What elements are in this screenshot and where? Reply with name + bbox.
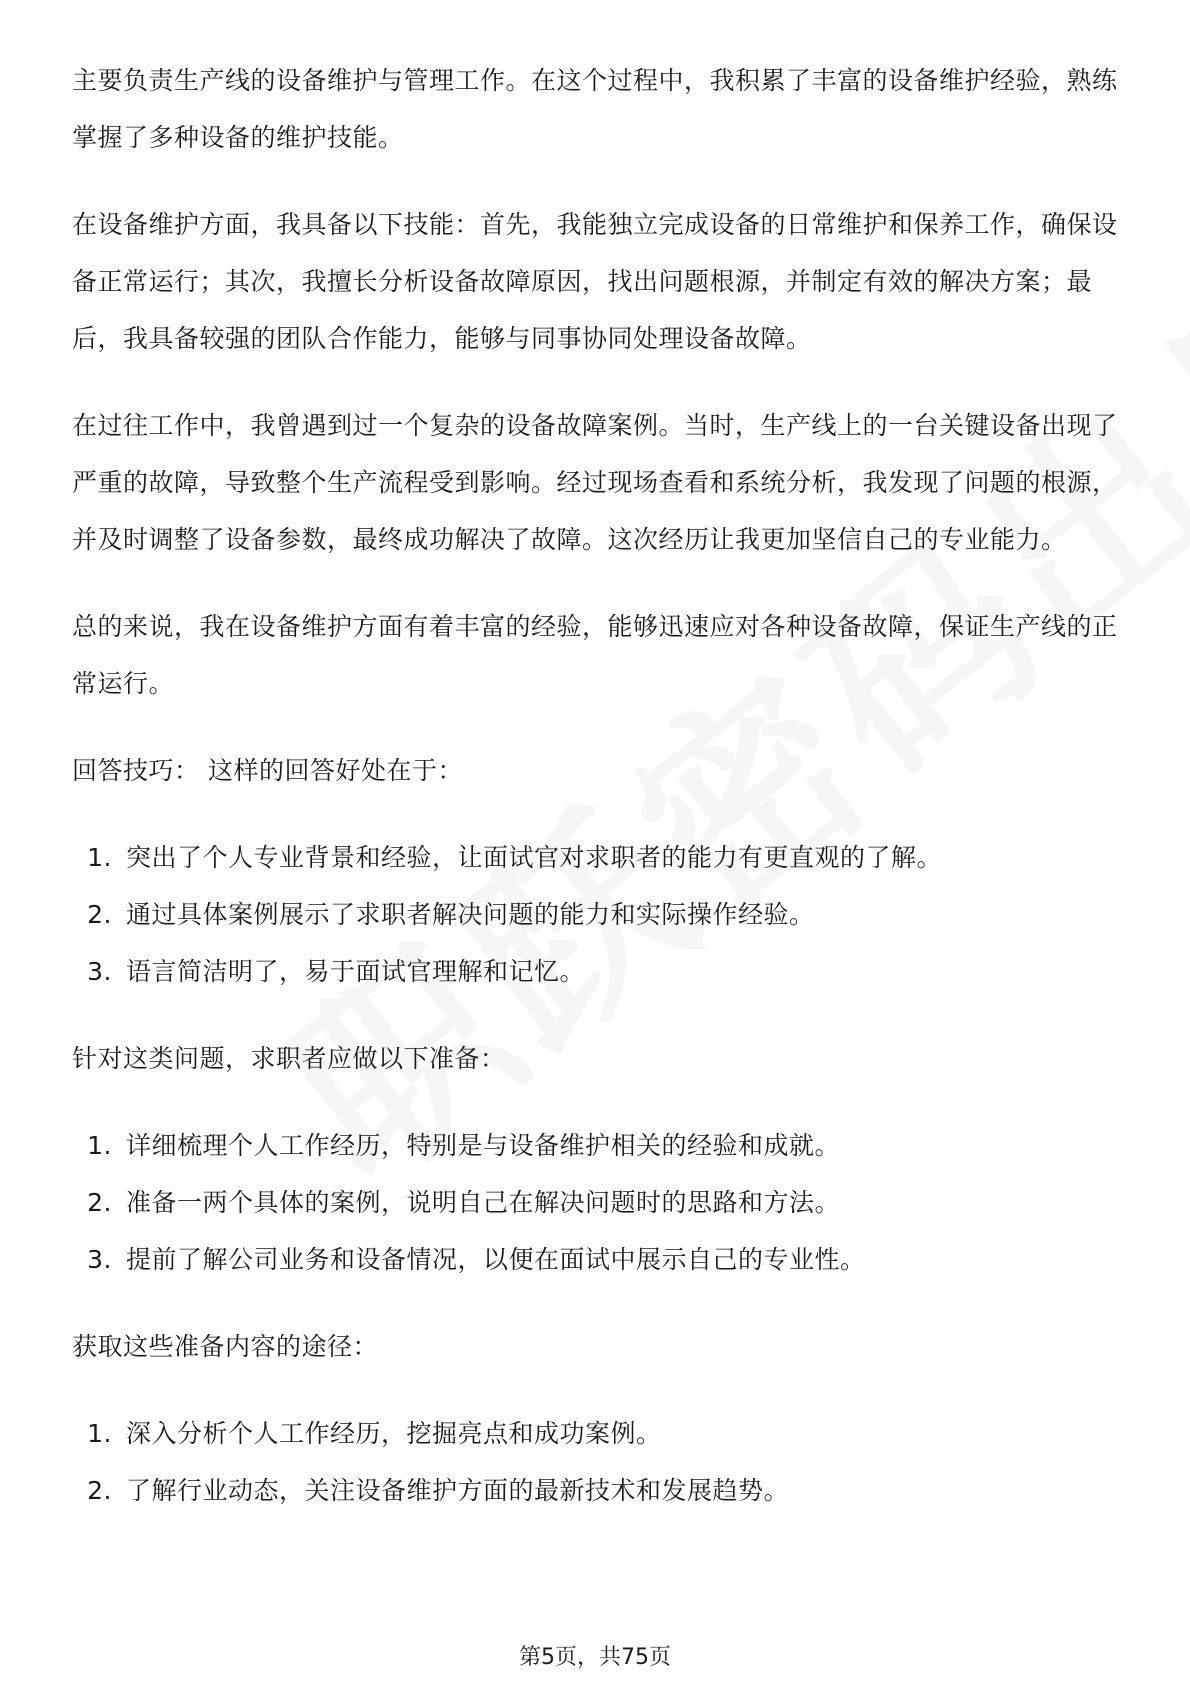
list-text: 提前了解公司业务和设备情况，以便在面试中展示自己的专业性。 [126,1245,866,1274]
list-text: 语言简洁明了，易于面试官理解和记忆。 [126,957,586,986]
list-text: 深入分析个人工作经历，挖掘亮点和成功案例。 [126,1419,662,1448]
list-item [72,829,1122,886]
list-item [72,1117,1122,1174]
tips-heading: 回答技巧： 这样的回答好处在于： [72,756,463,785]
list-text: 通过具体案例展示了求职者解决问题的能力和实际操作经验。 [126,900,815,929]
list-number: 2. [87,1188,112,1217]
sources-heading: 获取这些准备内容的途径： [72,1332,379,1361]
list-number: 1. [87,843,112,872]
tips-list [72,829,1122,1000]
list-number: 1. [87,1419,112,1448]
paragraph-4: 总的来说，我在设备维护方面有着丰富的经验，能够迅速应对各种设备故障，保证生产线的正常运行。 [72,612,1118,698]
sources-list [72,1405,1122,1519]
document-body [72,52,1122,1549]
list-number: 1. [87,1131,112,1160]
paragraph-2: 在设备维护方面，我具备以下技能：首先，我能独立完成设备的日常维护和保养工作，确保设备正常运行；其次，我擅长分析设备故障原因，找出问题根源，并制定有效的解决方案；最后，我具备较强的团队合作能力，能够与同事协同处理设备故障。 [72,210,1118,353]
list-item [72,1405,1122,1462]
list-number: 3. [87,957,112,986]
list-item [72,1231,1122,1288]
list-item [72,886,1122,943]
list-text: 准备一两个具体的案例，说明自己在解决问题时的思路和方法。 [126,1188,841,1217]
prep-heading: 针对这类问题，求职者应做以下准备： [72,1044,506,1073]
list-text: 了解行业动态，关注设备维护方面的最新技术和发展趋势。 [126,1476,790,1505]
prep-list [72,1117,1122,1288]
list-number: 2. [87,900,112,929]
list-text: 突出了个人专业背景和经验，让面试官对求职者的能力有更直观的了解。 [126,843,943,872]
paragraph-3: 在过往工作中，我曾遇到过一个复杂的设备故障案例。当时，生产线上的一台关键设备出现了严重的故障，导致整个生产流程受到影响。经过现场查看和系统分析，我发现了问题的根源，并及时调整了设备参数，最终成功解决了故障。这次经历让我更加坚信自己的专业能力。 [72,411,1118,554]
paragraph-1: 主要负责生产线的设备维护与管理工作。在这个过程中，我积累了丰富的设备维护经验，熟练掌握了多种设备的维护技能。 [72,66,1118,152]
list-item [72,943,1122,1000]
list-number: 3. [87,1245,112,1274]
list-item [72,1174,1122,1231]
list-item [72,1462,1122,1519]
list-text: 详细梳理个人工作经历，特别是与设备维护相关的经验和成就。 [126,1131,841,1160]
list-number: 2. [87,1476,112,1505]
page-footer: 第5页，共75页 [519,1645,671,1670]
